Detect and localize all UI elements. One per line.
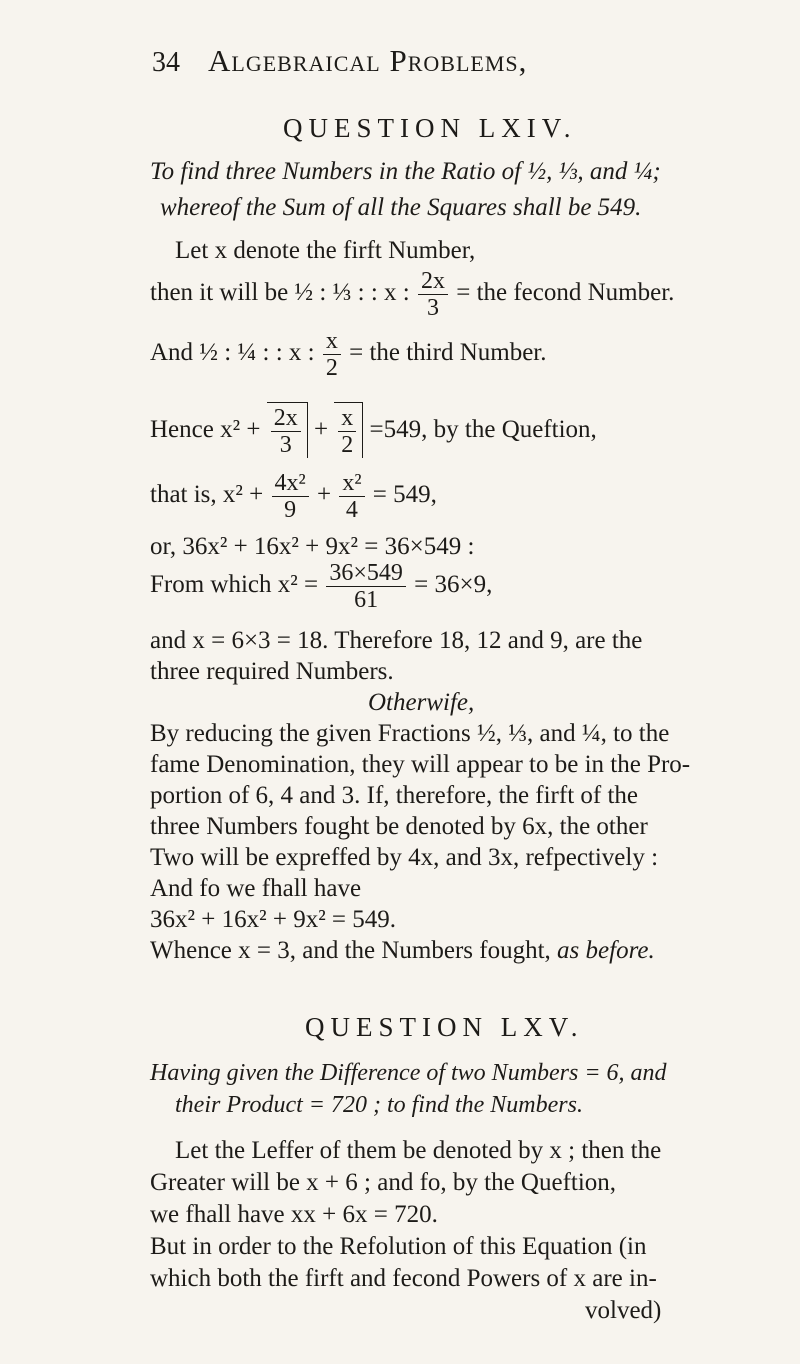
q64-from-line — [150, 560, 492, 613]
q64-paragraph-line-4: three Numbers fought be denoted by 6x, the other — [150, 813, 648, 840]
question-64-heading: QUESTION LXIV. — [283, 113, 577, 143]
q64-paragraph-line-7: 36x² + 16x² + 9x² = 549. — [150, 906, 397, 933]
q64-statement-line-2: whereof the Sum of all the Squares shall be 549. — [160, 194, 642, 221]
hence-prefix: Hence x² + — [150, 416, 261, 444]
whence-text: Whence x = 3, and the Numbers fought, — [150, 937, 551, 964]
q65-statement-line-2: their Product = 720 ; to find the Numbers. — [175, 1092, 583, 1118]
fraction-x-over-2 — [338, 405, 356, 458]
hence-suffix: =549, by the Queftion, — [369, 416, 597, 444]
q65-paragraph-line-2: Greater will be x + 6 ; and fo, by the Queftion, — [150, 1169, 617, 1196]
q65-paragraph-line-3: we fhall have xx + 6x = 720. — [150, 1201, 438, 1228]
q64-hence-line: Hence x² + $\frac{2x}{3}$ + $\frac{x}{2}$ =549, by the Queftion, — [150, 402, 597, 458]
q64-and-x-line: and x = 6×3 = 18. Therefore 18, 12 and 9, are the — [150, 627, 643, 654]
then-suffix: = the fecond Number. — [456, 279, 675, 307]
q64-paragraph-line-8 — [150, 934, 655, 968]
q64-thatis-line: that is, x² + $\frac{\text{4x²}}{9}$ + $\frac{\text{x²}}{4}$ = 549, — [150, 470, 437, 523]
q64-paragraph-line-2: fame Denomination, they will appear to be in the Pro- — [150, 751, 691, 778]
q64-and-line — [150, 328, 547, 381]
frac-den: 61 — [354, 587, 379, 613]
frac-num: x — [323, 328, 341, 355]
and-prefix: And ½ : ¼ : : x : — [150, 339, 315, 367]
as-before-text: as before. — [557, 937, 655, 964]
fraction-4x2-over-9 — [272, 470, 309, 523]
fraction-2x-over-3 — [271, 405, 301, 458]
frac-num: 2x — [271, 405, 301, 432]
frac-num: 4x² — [272, 470, 309, 497]
from-suffix: = 36×9, — [414, 571, 493, 599]
otherwife-heading: Otherwife, — [368, 689, 475, 716]
from-prefix: From which x² = — [150, 571, 319, 599]
thatis-suffix: = 549, — [372, 481, 437, 509]
q64-paragraph-line-3: portion of 6, 4 and 3. If, therefore, the firft of the — [150, 782, 639, 809]
frac-num: 2x — [418, 268, 448, 295]
fraction-x2-over-4 — [339, 470, 364, 523]
q65-statement-line-1: Having given the Difference of two Numbers = 6, and — [150, 1060, 667, 1086]
q64-paragraph-line-5: Two will be expreffed by 4x, and 3x, refpectively : — [150, 844, 659, 871]
frac-den: 4 — [345, 497, 358, 523]
frac-den: 9 — [284, 497, 297, 523]
q64-let-line: Let x denote the firft Number, — [175, 237, 476, 264]
and-suffix: = the third Number. — [349, 339, 547, 367]
fraction-x-over-2 — [323, 328, 341, 381]
frac-num: x — [338, 405, 356, 432]
q65-paragraph-line-1: Let the Leffer of them be denoted by x ; then the — [175, 1137, 662, 1164]
q64-then-line — [150, 268, 674, 321]
q65-paragraph-line-5: which both the firft and fecond Powers of x are in- — [150, 1265, 657, 1292]
frac-num: x² — [339, 470, 364, 497]
question-65-heading: QUESTION LXV. — [305, 1012, 584, 1042]
frac-num: 36×549 — [326, 560, 406, 587]
q64-paragraph-line-1: By reducing the given Fractions ½, ⅓, and ¼, to the — [150, 720, 670, 747]
q64-or-line: or, 36x² + 16x² + 9x² = 36×549 : — [150, 533, 475, 560]
frac-den: 2 — [341, 432, 354, 458]
frac-den: 2 — [325, 355, 338, 381]
frac-den: 3 — [426, 295, 439, 321]
frac-den: 3 — [279, 432, 292, 458]
then-prefix: then it will be ½ : ⅓ : : x : — [150, 279, 410, 307]
squared-term-2x-3 — [267, 402, 308, 458]
q64-three-required-line: three required Numbers. — [150, 658, 394, 685]
q65-paragraph-line-4: But in order to the Refolution of this Equation (in — [150, 1233, 647, 1260]
thatis-prefix: that is, x² + — [150, 481, 264, 509]
q64-statement-line-1: To find three Numbers in the Ratio of ½, ⅓, and ¼; — [150, 158, 661, 185]
page-number: 34 — [152, 47, 180, 78]
running-title: Algebraical Problems, — [208, 43, 528, 78]
fraction-2x-over-3 — [418, 268, 448, 321]
squared-term-x-2 — [334, 402, 363, 458]
fraction-36x549-over-61 — [326, 560, 406, 613]
q65-paragraph-line-6: volved) — [585, 1297, 662, 1324]
q64-paragraph-line-6: And fo we fhall have — [150, 875, 362, 902]
